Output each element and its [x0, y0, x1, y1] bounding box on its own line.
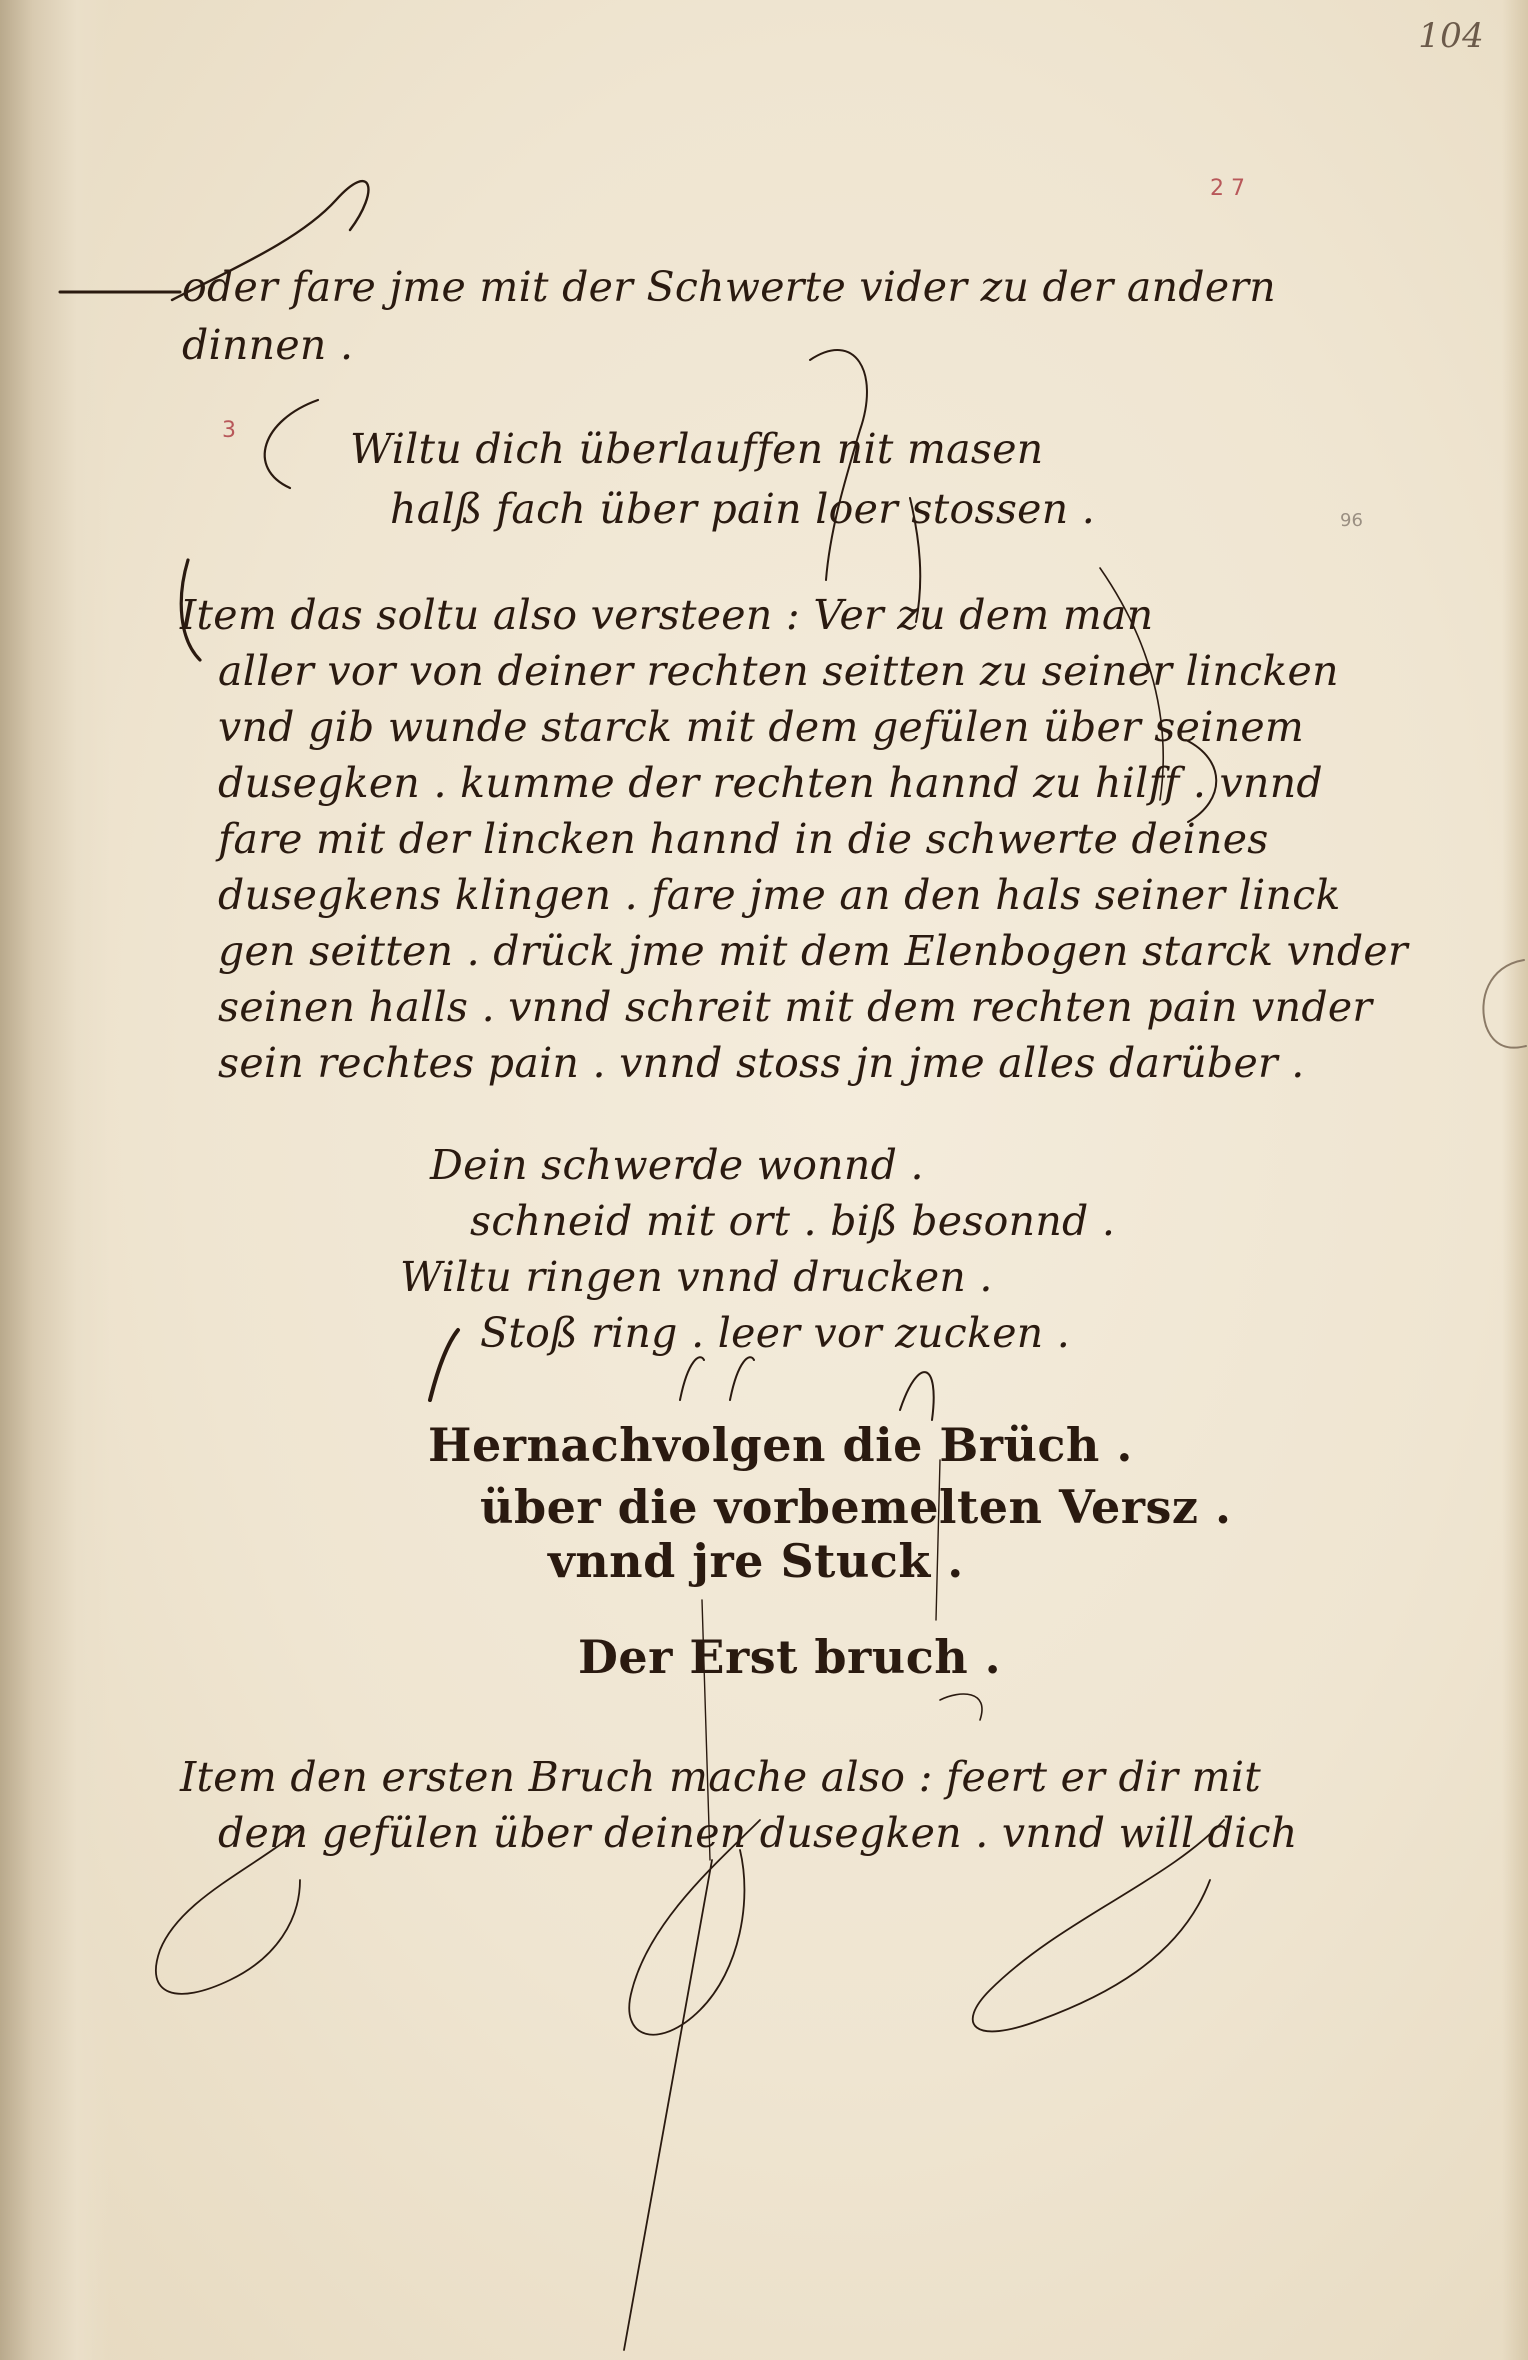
text-line: seinen halls . vnnd schreit mit dem rechten pain vnder — [218, 983, 1373, 1031]
heading-flourish-3 — [730, 1357, 754, 1400]
text-line: fare mit der lincken hannd in die schwerte deines — [218, 815, 1269, 863]
verse-line: Stoß ring . leer vor zucken . — [480, 1309, 1071, 1357]
heading-flourish-1 — [430, 1330, 458, 1400]
text-line: dinnen . — [182, 321, 354, 369]
margin-mark-right-faint: 96 — [1340, 510, 1363, 531]
text-line: dusegken . kumme der rechten hannd zu hilff . vnnd — [218, 759, 1323, 807]
bottom-loop-center — [624, 1820, 760, 2350]
text-line: Item den ersten Bruch mache also : feert er dir mit — [180, 1753, 1262, 1801]
margin-mark-left-verse: 3 — [222, 418, 236, 443]
edge-clip — [1483, 960, 1526, 1048]
heading-flourish-2 — [680, 1357, 704, 1400]
text-line: gen seitten . drück jme mit dem Elenbogen starck vnder — [218, 927, 1408, 975]
margin-mark-top-right: 2 7 — [1210, 176, 1245, 201]
subsection-heading: Der Erst bruch . — [578, 1630, 1002, 1684]
bottom-loop-top — [940, 1694, 982, 1720]
folio-number: 104 — [1418, 16, 1484, 56]
verse-line: Dein schwerde wonnd . — [430, 1141, 924, 1189]
verse-bracket-1 — [265, 400, 318, 488]
heading-flourish-4 — [900, 1372, 934, 1420]
verse-line: Wiltu dich überlauffen nit masen — [350, 425, 1044, 473]
text-line: Item das soltu also versteen : Ver zu dem man — [180, 591, 1154, 639]
heading-line: über die vorbemelten Versz . — [480, 1480, 1232, 1534]
verse-line: Wiltu ringen vnnd drucken . — [400, 1253, 993, 1301]
heading-line: Hernachvolgen die Brüch . — [428, 1418, 1133, 1472]
text-line: dem gefülen über deinen dusegken . vnnd will dich — [218, 1809, 1298, 1857]
text-line: oder fare jme mit der Schwerte vider zu der andern — [182, 263, 1277, 311]
text-line: aller vor von deiner rechten seitten zu seiner lincken — [218, 647, 1339, 695]
text-line: dusegkens klingen . fare jme an den hals seiner linck — [218, 871, 1341, 919]
verse-line: schneid mit ort . biß besonnd . — [470, 1197, 1116, 1245]
text-line: sein rechtes pain . vnnd stoss jn jme alles darüber . — [218, 1039, 1305, 1087]
heading-line: vnnd jre Stuck . — [548, 1534, 964, 1588]
text-line: vnd gib wunde starck mit dem gefülen über seinem — [218, 703, 1305, 751]
verse-line: halß fach über pain loer stossen . — [390, 485, 1096, 533]
